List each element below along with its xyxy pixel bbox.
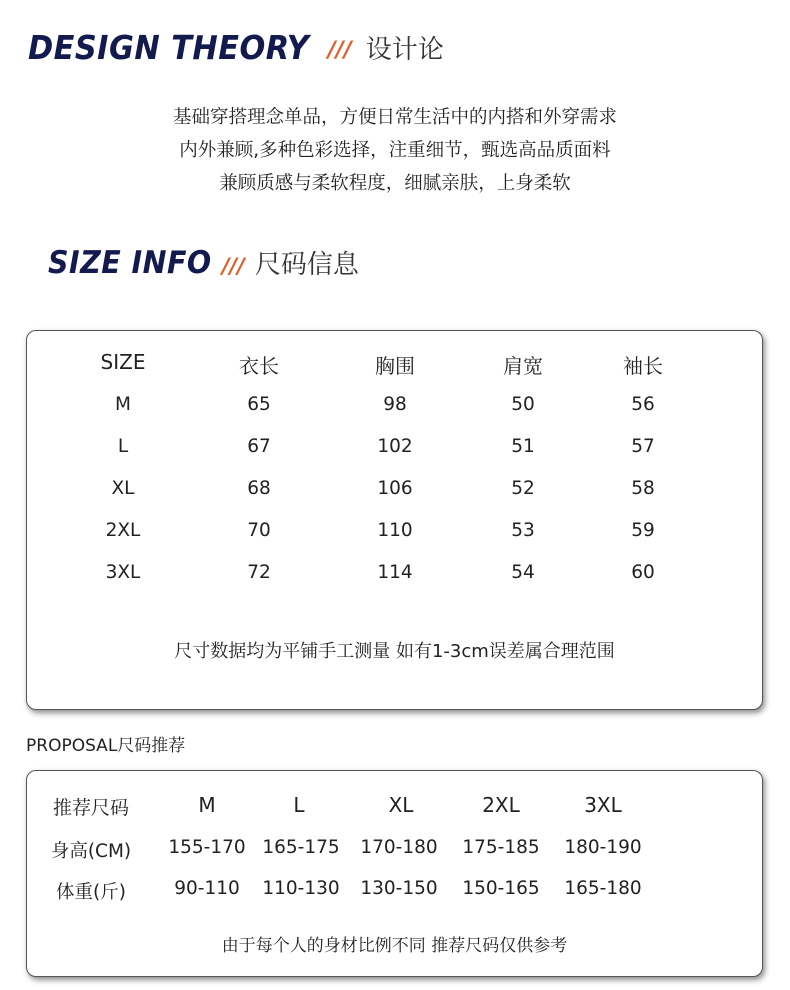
description-line: 内外兼顾,多种色彩选择，注重细节，甄选高品质面料: [179, 140, 611, 161]
size-cell: 65: [247, 394, 271, 415]
size-cell: 72: [247, 562, 271, 583]
recommend-cell: 体重(斤): [56, 882, 126, 903]
recommend-header: 推荐尺码: [52, 797, 130, 819]
size-chart-card: [26, 330, 763, 710]
recommend-header: L: [293, 793, 305, 817]
recommend-cell: 165-175: [262, 837, 340, 858]
size-header: 衣长: [239, 354, 279, 378]
size-cell: 3XL: [105, 562, 141, 583]
slash-decoration: ///: [221, 253, 245, 278]
size-header: SIZE: [100, 350, 146, 374]
proposal-label: PROPOSAL尺码推荐: [26, 736, 186, 756]
size-cell: 58: [631, 478, 655, 499]
size-cell: 110: [377, 520, 413, 541]
design-theory-heading: [28, 28, 444, 67]
recommend-cell: 130-150: [360, 878, 438, 899]
size-cell: 68: [247, 478, 271, 499]
size-cell: 59: [631, 520, 655, 541]
design-theory-title-en: DESIGN THEORY: [28, 28, 310, 67]
size-cell: 52: [511, 478, 535, 499]
size-cell: 50: [511, 394, 535, 415]
recommend-cell: 180-190: [564, 837, 642, 858]
size-cell: 60: [631, 562, 655, 583]
size-cell: 106: [377, 478, 413, 499]
size-header: 胸围: [375, 354, 415, 378]
size-cell: M: [115, 394, 131, 415]
recommend-cell: 165-180: [564, 878, 642, 899]
recommend-cell: 110-130: [262, 878, 340, 899]
measurement-note: 尺寸数据均为平铺手工测量 如有1-3cm误差属合理范围: [174, 641, 615, 662]
size-cell: 56: [631, 394, 655, 415]
recommend-cell: 175-185: [462, 837, 540, 858]
size-cell: 54: [511, 562, 535, 583]
size-cell: 102: [377, 436, 413, 457]
recommend-cell: 170-180: [360, 837, 438, 858]
size-cell: 70: [247, 520, 271, 541]
size-cell: L: [117, 436, 129, 457]
size-recommendation-card: [26, 770, 763, 977]
design-description: [0, 101, 790, 200]
size-header: 袖长: [623, 354, 663, 378]
size-cell: 2XL: [105, 520, 141, 541]
size-info-title-en: SIZE INFO: [48, 244, 212, 281]
recommendation-note: 由于每个人的身材比例不同 推荐尺码仅供参考: [221, 936, 568, 956]
description-line: 基础穿搭理念单品，方便日常生活中的内搭和外穿需求: [172, 107, 617, 128]
size-info-heading: [48, 244, 359, 281]
recommend-cell: 身高(CM): [50, 841, 132, 862]
size-cell: 57: [631, 436, 655, 457]
recommend-header: 3XL: [584, 793, 622, 817]
recommend-header: 2XL: [482, 793, 520, 817]
recommend-cell: 155-170: [168, 837, 246, 858]
recommend-header: XL: [388, 793, 414, 817]
slash-decoration: ///: [327, 38, 352, 63]
size-cell: XL: [111, 478, 135, 499]
recommend-cell: 90-110: [174, 878, 240, 899]
size-cell: 67: [247, 436, 271, 457]
description-line: 兼顾质感与柔软程度，细腻亲肤，上身柔软: [219, 173, 571, 194]
size-header: 肩宽: [503, 354, 543, 378]
design-theory-title-cn: 设计论: [365, 35, 444, 65]
size-cell: 53: [511, 520, 535, 541]
size-info-title-cn: 尺码信息: [254, 250, 359, 280]
size-cell: 51: [511, 436, 535, 457]
size-cell: 98: [383, 394, 407, 415]
recommend-header: M: [198, 793, 216, 817]
size-cell: 114: [377, 562, 413, 583]
recommend-cell: 150-165: [462, 878, 540, 899]
